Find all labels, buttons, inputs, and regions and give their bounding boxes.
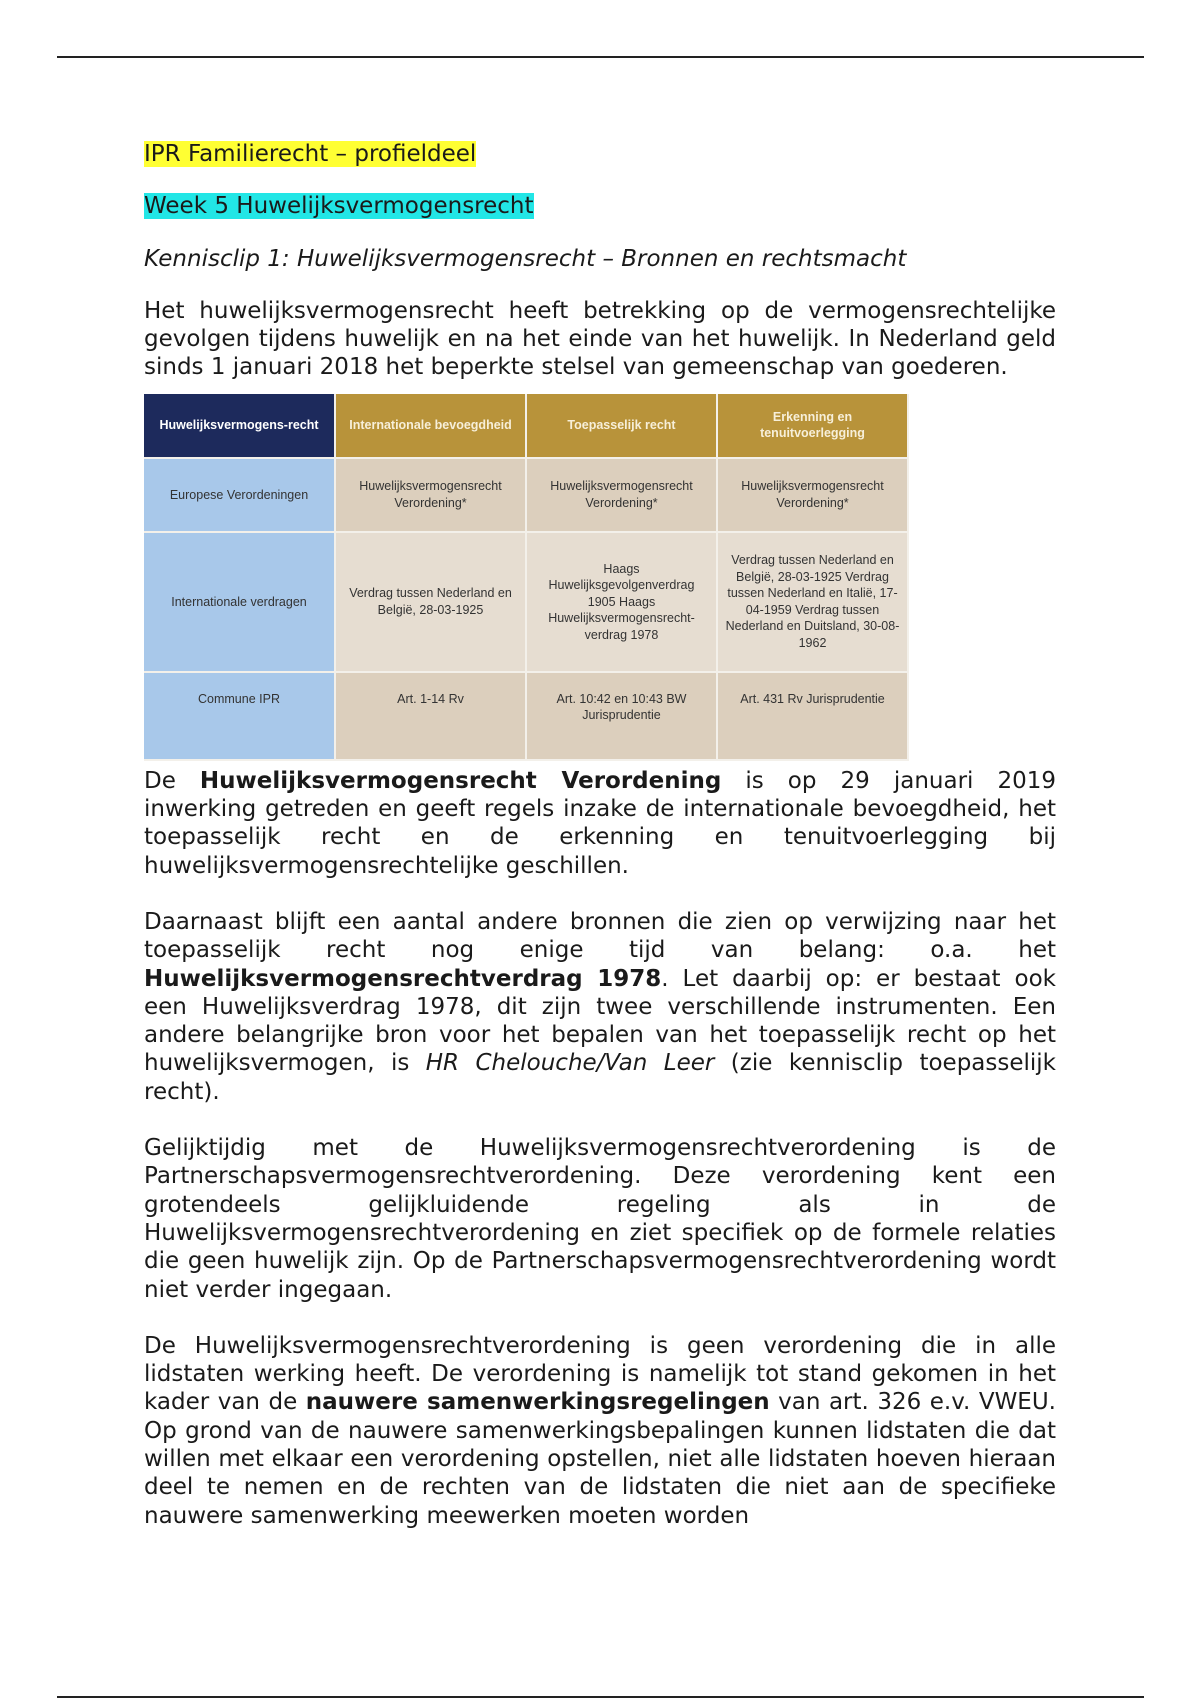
- clip-title: Kennisclip 1: Huwelijksvermogensrecht – Bronnen en rechtsmacht: [144, 245, 907, 272]
- table-header: Toepasselijk recht: [526, 394, 717, 458]
- paragraph-nauwere-samenwerking: De Huwelijksvermogensrechtverordening is geen verordening die in alle lidstaten werking heeft. De verordening is namelijk tot stand gekomen in het kader van de nauwere samenwerkingsregelingen van art. 326 e.v. VWEU. Op grond van de nauwere samenwerkingsbepalingen kunnen lidstaten die dat willen met elkaar een verordening opstellen, niet alle lidstaten hoeven hieraan deel te nemen en de rechten van de lidstaten die niet aan de specifieke nauwere samenwerking meewerken moeten worden: [144, 1332, 1056, 1529]
- table-header: Internationale bevoegdheid: [335, 394, 526, 458]
- table-cell: Verdrag tussen Nederland en België, 28-03-1925 Verdrag tussen Nederland en Italië, 17-04-1959 Verdrag tussen Nederland en Duitsland, 30-08-1962: [717, 532, 908, 672]
- table-row: [144, 458, 908, 532]
- bottom-rule: [57, 1696, 1144, 1698]
- row-label: Commune IPR: [144, 672, 335, 760]
- table-cell: Haags Huwelijksgevolgenverdrag 1905 Haags Huwelijksvermogensrecht-verdrag 1978: [526, 532, 717, 672]
- paragraph-other-sources: Daarnaast blijft een aantal andere bronnen die zien op verwijzing naar het toepasselijk recht nog enige tijd van belang: o.a. het Huwelijksvermogensrechtverdrag 1978. Let daarbij op: er bestaat ook een Huwelijksverdrag 1978, dit zijn twee verschillende instrumenten. Een andere belangrijke bron voor het bepalen van het toepasselijk recht op het huwelijksvermogen, is HR Chelouche/Van Leer (zie kennisclip toepasselijk recht).: [144, 908, 1057, 1105]
- week-title: Week 5 Huwelijksvermogensrecht: [144, 193, 534, 220]
- row-label: Internationale verdragen: [144, 532, 335, 672]
- row-label: Europese Verordeningen: [144, 458, 335, 532]
- table-row: [144, 532, 908, 672]
- document-body: [144, 140, 1056, 1530]
- table-cell: Huwelijksvermogensrecht Verordening*: [717, 458, 908, 532]
- paragraph-partnerschap: Gelijktijdig met de Huwelijksvermogensrechtverordening is de Partnerschapsvermogensrechtverordening. Deze verordening kent een grotendeels gelijkluidende regeling als in de Huwelijksvermogensrechtverordening en ziet specifiek op de formele relaties die geen huwelijk zijn. Op de Partnerschapsvermogensrechtverordening wordt niet verder ingegaan.: [144, 1135, 1056, 1303]
- table-cell: Art. 10:42 en 10:43 BW Jurisprudentie: [526, 672, 717, 760]
- table-row: [144, 672, 908, 760]
- top-rule: [57, 56, 1144, 58]
- sources-table: [144, 394, 909, 761]
- course-title: IPR Familierecht – profieldeel: [144, 141, 477, 167]
- table-header: Erkenning en tenuitvoerlegging: [717, 394, 908, 458]
- table-cell: Art. 431 Rv Jurisprudentie: [717, 672, 908, 760]
- table-cell: Huwelijksvermogensrecht Verordening*: [526, 458, 717, 532]
- table-cell: Verdrag tussen Nederland en België, 28-03-1925: [335, 532, 526, 672]
- table-header: Huwelijksvermogens-recht: [144, 394, 335, 458]
- table-cell: Huwelijksvermogensrecht Verordening*: [335, 458, 526, 532]
- table-cell: Art. 1-14 Rv: [335, 672, 526, 760]
- paragraph-intro: Het huwelijksvermogensrecht heeft betrekking op de vermogensrechtelijke gevolgen tijdens huwelijk en na het einde van het huwelijk. In Nederland geld sinds 1 januari 2018 het beperkte stelsel van gemeenschap van goederen.: [144, 297, 1056, 381]
- paragraph-verordening: De Huwelijksvermogensrecht Verordening is op 29 januari 2019 inwerking getreden en geeft regels inzake de internationale bevoegdheid, het toepasselijk recht en de erkenning en tenuitvoerlegging bij huwelijksvermogensrechtelijke geschillen.: [144, 767, 1057, 879]
